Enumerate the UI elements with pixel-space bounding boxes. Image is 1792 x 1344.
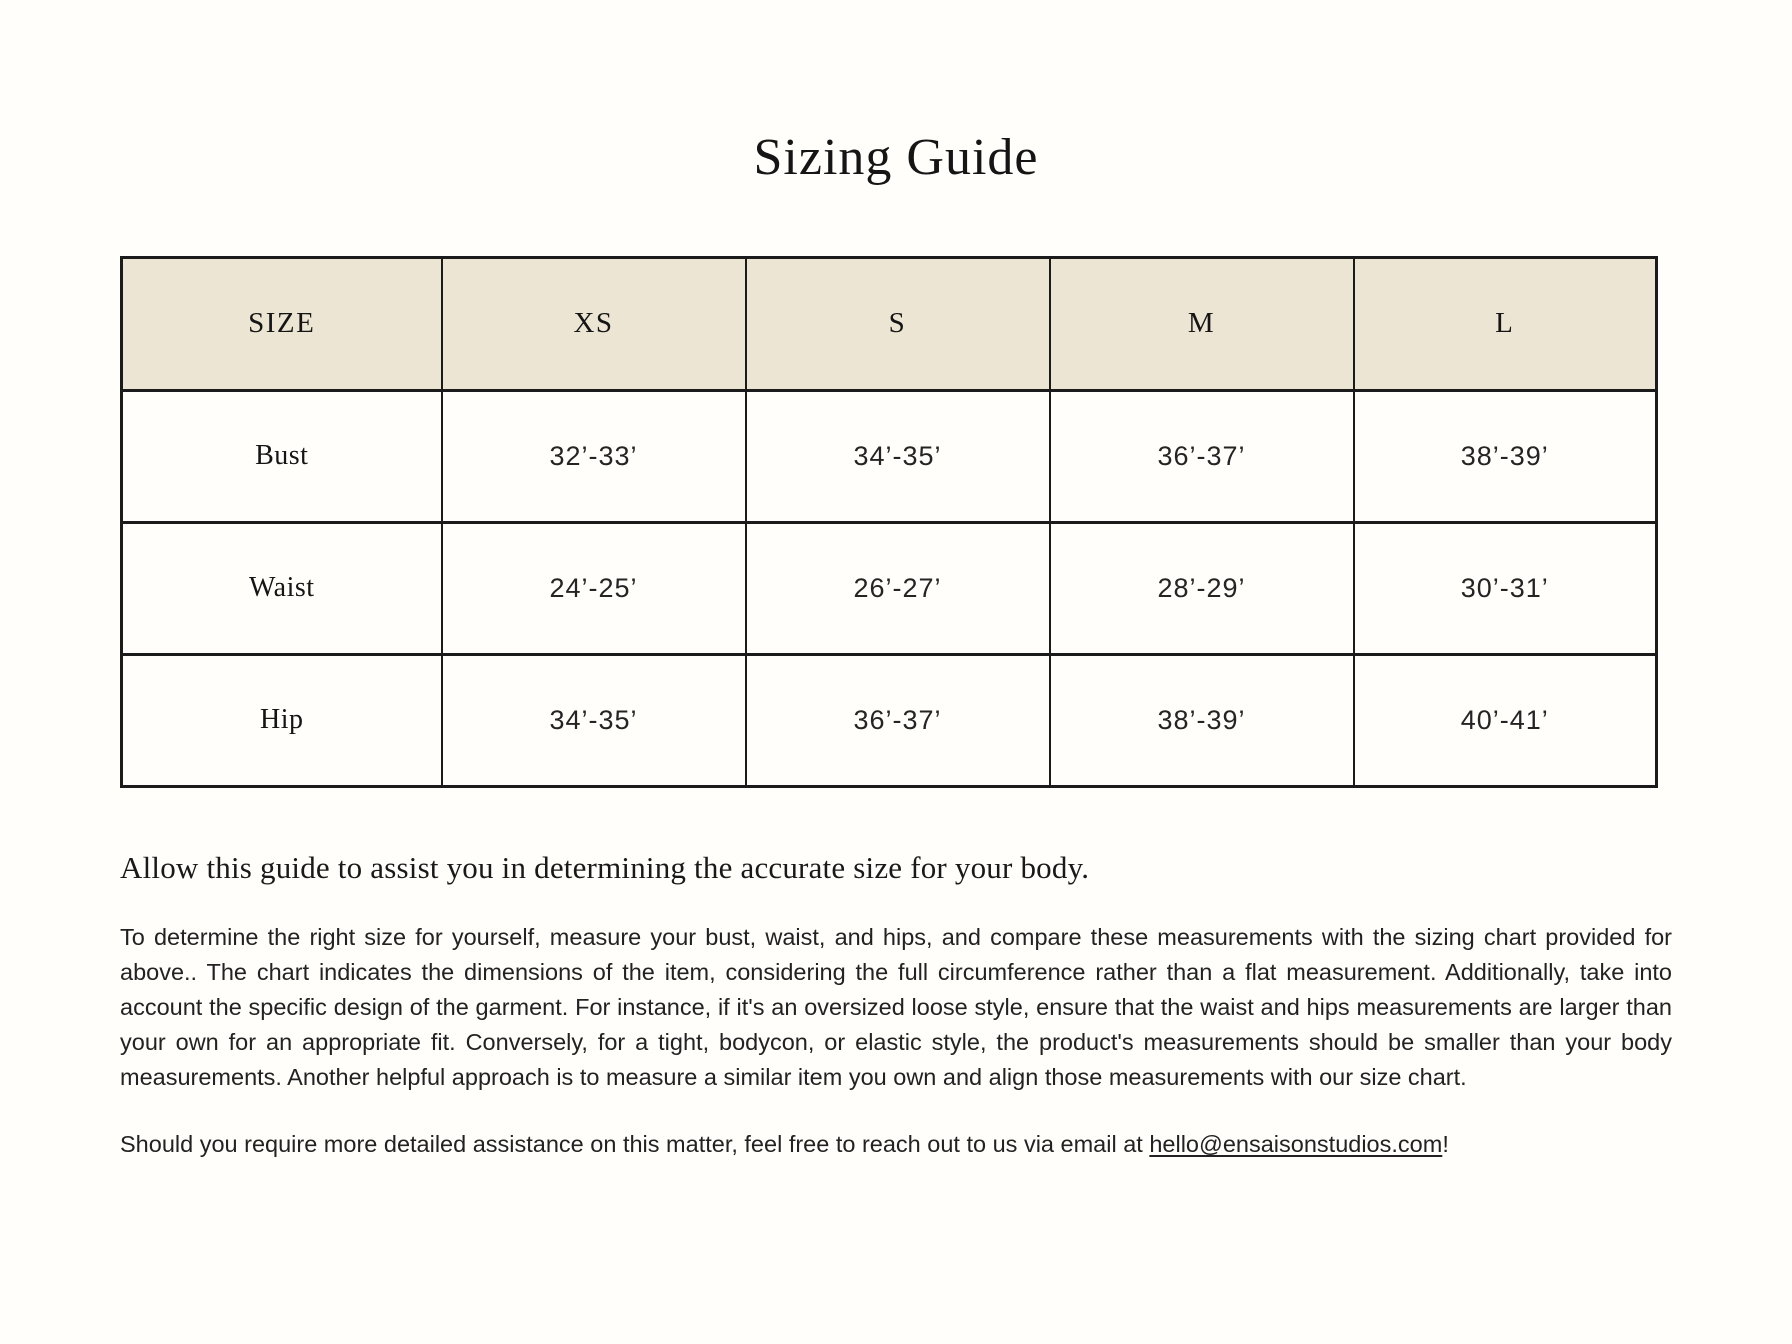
- row-label-hip: Hip: [122, 654, 442, 786]
- bust-xs-value: 32’-33’: [442, 390, 746, 522]
- waist-m-value: 28’-29’: [1050, 522, 1354, 654]
- header-cell-m: M: [1050, 257, 1354, 390]
- table-row-waist: [122, 522, 1657, 654]
- bust-l-value: 38’-39’: [1354, 390, 1657, 522]
- waist-l-value: 30’-31’: [1354, 522, 1657, 654]
- header-cell-xs: XS: [442, 257, 746, 390]
- waist-xs-value: 24’-25’: [442, 522, 746, 654]
- hip-m-value: 38’-39’: [1050, 654, 1354, 786]
- guide-paragraph: To determine the right size for yourself, measure your bust, waist, and hips, and compare these measurements with the sizing chart provided for above.. The chart indicates the dimensions of the item, considering the full circumference rather than a flat measurement. Additionally, take into account the specific design of the garment. For instance, if it's an oversized loose style, ensure that the waist and hips measurements are larger than your own for an appropriate fit. Conversely, for a tight, bodycon, or elastic style, the product's measurements should be smaller than your body measurements. Another helpful approach is to measure a similar item you own and align those measurements with our size chart.: [120, 923, 1672, 1090]
- row-label-bust: Bust: [122, 390, 442, 522]
- header-cell-size: SIZE: [122, 257, 442, 390]
- waist-s-value: 26’-27’: [746, 522, 1050, 654]
- hip-xs-value: 34’-35’: [442, 654, 746, 786]
- guide-subheading: Allow this guide to assist you in determining the accurate size for your body.: [120, 849, 1090, 885]
- page-title: Sizing Guide: [753, 129, 1039, 186]
- email-link[interactable]: hello@ensaisonstudios.com: [1149, 1130, 1443, 1157]
- table-header-row: [122, 257, 1657, 390]
- contact-suffix-text: !: [1442, 1130, 1449, 1157]
- table-row-hip: [122, 654, 1657, 786]
- header-cell-s: S: [746, 257, 1050, 390]
- header-cell-l: L: [1354, 257, 1657, 390]
- size-chart-table: [120, 256, 1658, 788]
- contact-line: [120, 1127, 1672, 1162]
- bust-m-value: 36’-37’: [1050, 390, 1354, 522]
- bust-s-value: 34’-35’: [746, 390, 1050, 522]
- contact-prefix-text: Should you require more detailed assistance on this matter, feel free to reach out to us via email at: [120, 1130, 1150, 1157]
- row-label-waist: Waist: [122, 522, 442, 654]
- hip-s-value: 36’-37’: [746, 654, 1050, 786]
- table-row-bust: [122, 390, 1657, 522]
- hip-l-value: 40’-41’: [1354, 654, 1657, 786]
